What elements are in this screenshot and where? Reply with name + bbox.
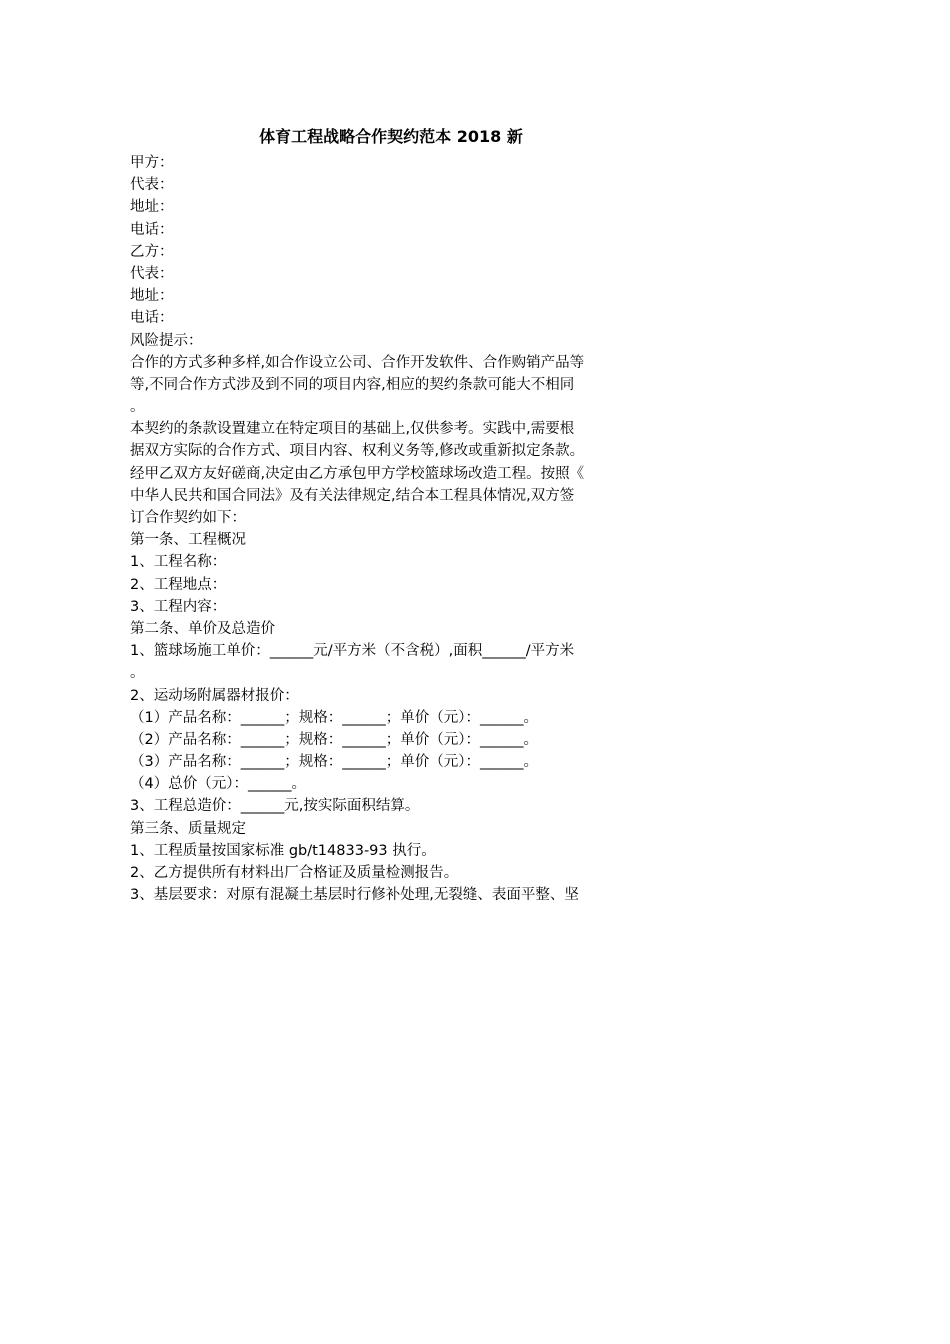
document-body [130,152,630,906]
party-b-line: 乙方： [130,243,174,260]
party-a-phone-line: 电话： [130,221,174,238]
article-two-heading: 第二条、单价及总造价 [130,620,275,637]
party-a-representative-line: 代表： [130,177,174,194]
paragraph-line: 本契约的条款设置建立在特定项目的基础上,仅供参考。实践中,需要根 [130,421,575,438]
list-item: 2、运动场附属器材报价： [130,687,299,704]
sub-list-item: （1）产品名称：______；规格：______；单价（元）：______。 [130,709,538,726]
paragraph-line: 经甲乙双方友好磋商,决定由乙方承包甲方学校篮球场改造工程。按照《 [130,465,585,482]
party-b-phone-line: 电话： [130,310,174,327]
paragraph-line: 。 [130,399,145,416]
list-item: 3、工程总造价：______元,按实际面积结算。 [130,798,420,815]
party-a-address-line: 地址： [130,199,174,216]
sub-list-item: （2）产品名称：______；规格：______；单价（元）：______。 [130,731,538,748]
article-one-heading: 第一条、工程概况 [130,532,246,549]
sub-list-item: （4）总价（元）：______。 [130,776,306,793]
paragraph-line: 。 [130,665,145,682]
document-title: 体育工程战略合作契约范本 2018 新 [259,127,523,146]
paragraph-line: 中华人民共和国合同法》及有关法律规定,结合本工程具体情况,双方签 [130,487,575,504]
party-a-line: 甲方： [130,155,174,171]
list-item: 1、工程质量按国家标准 gb/t14833-93 执行。 [130,842,436,859]
party-b-representative-line: 代表： [130,265,174,282]
paragraph-line: 订合作契约如下： [130,510,246,526]
paragraph-line: 等,不同合作方式涉及到不同的项目内容,相应的契约条款可能大不相同 [130,376,575,393]
list-item: 2、乙方提供所有材料出厂合格证及质量检测报告。 [130,865,459,881]
paragraph-line: 合作的方式多种多样,如合作设立公司、合作开发软件、合作购销产品等 [130,354,585,371]
sub-list-item: （3）产品名称：______；规格：______；单价（元）：______。 [130,754,538,771]
list-item: 1、篮球场施工单价：______元/平方米（不含税）,面积______/平方米 [130,643,575,660]
paragraph-line: 据双方实际的合作方式、项目内容、权利义务等,修改或重新拟定条款。 [130,443,585,460]
list-item: 3、基层要求：对原有混凝土基层时行修补处理,无裂缝、表面平整、坚 [130,887,579,904]
list-item: 1、工程名称： [130,554,227,571]
party-b-address-line: 地址： [130,288,174,305]
list-item: 2、工程地点： [130,576,227,593]
list-item: 3、工程内容： [130,598,227,615]
risk-notice-heading: 风险提示： [130,332,203,349]
article-three-heading: 第三条、质量规定 [130,820,246,837]
